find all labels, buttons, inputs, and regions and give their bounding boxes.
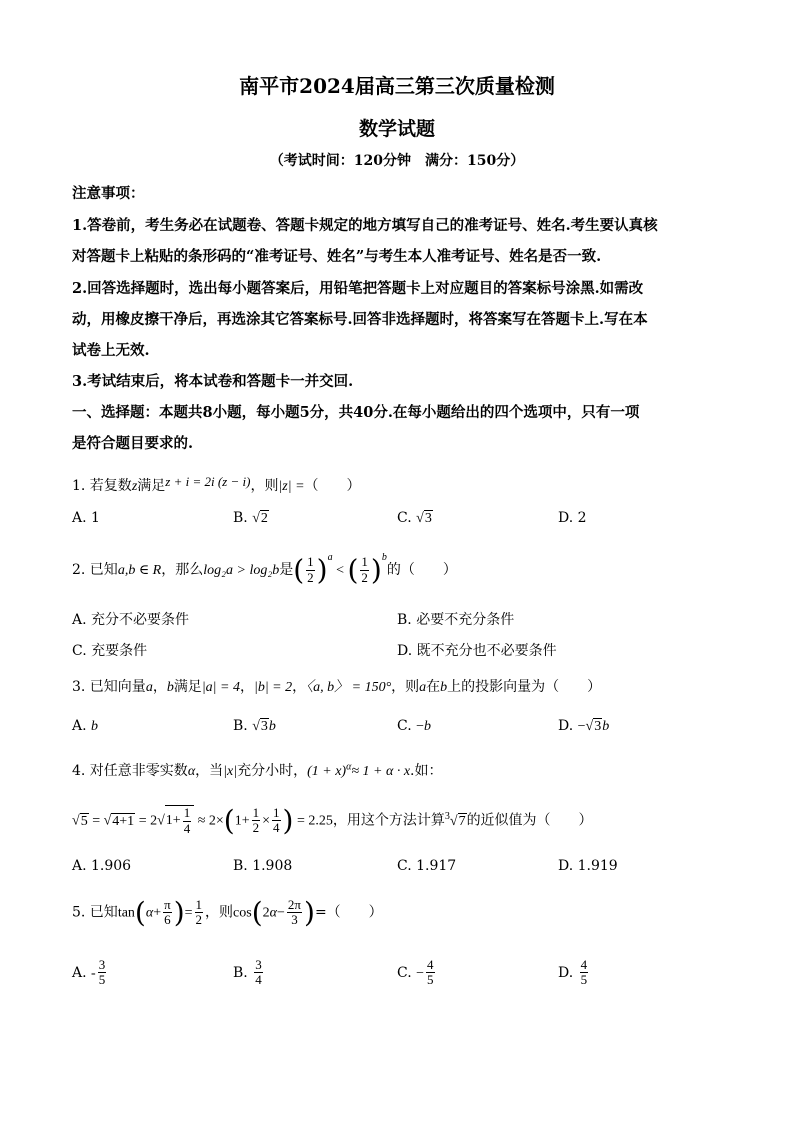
q1-blank: （ ） <box>304 478 361 494</box>
section-1-line-2: 是符合题目要求的. <box>72 435 194 452</box>
q4-option-c: C. 1.917 <box>397 858 457 874</box>
q2-option-a: A. 充分不必要条件 <box>72 612 190 628</box>
q1-option-b: B. √2 <box>233 510 268 526</box>
note-1-line-2: 对答题卡上粘贴的条形码的“准考证号、姓名”与考生本人准考证号、姓名是否一致. <box>72 248 602 265</box>
q1-option-d: D. 2 <box>558 510 587 526</box>
note-3: 3.考试结束后，将本试卷和答题卡一并交回. <box>72 373 354 390</box>
q5-option-a: A. - $\frac{3}{5}$ <box>72 957 106 988</box>
q1-prefix: 1. 若复数 <box>72 478 132 494</box>
q3-mod-b: |b| = 2 <box>253 680 293 695</box>
q2-option-b: B. 必要不充分条件 <box>397 612 515 628</box>
q5-option-b: B. $\frac{3}{4}$ <box>233 957 262 988</box>
q3-option-a: A. b <box>72 718 99 734</box>
exam-title: 南平市2024届高三第三次质量检测 <box>239 74 555 98</box>
exam-subject: 数学试题 <box>358 118 435 140</box>
q4-option-d: D. 1.919 <box>558 858 618 874</box>
q3-mod-a: |a| = 4 <box>201 680 240 695</box>
q2-condition: a,b ∈ R <box>117 563 162 578</box>
exam-info: （考试时间：120分钟 满分：150分） <box>269 153 525 169</box>
q1-var: z <box>131 479 138 494</box>
question-2: 2. 已知a,b ∈ R，那么log₂a > log₂b是( $\frac{1}{2}$ )$^a$ < ( $\frac{1}{2}$ )$^b$的（ ） <box>72 552 457 587</box>
q3-angle: 〈a, b〉 = 150° <box>306 680 392 695</box>
q3-option-b: B. √3b <box>233 718 276 734</box>
question-4-line-1: 4. 对任意非零实数α，当|x|充分小时，$(1 + x)^\alpha\approx 1 + \alpha \cdot x$.如： <box>72 761 443 779</box>
note-2-line-1: 2.回答选择题时，选出每小题答案后，用铅笔把答题卡上对应题目的答案标号涂黑.如需改 <box>72 280 644 297</box>
q2-option-c: C. 充要条件 <box>72 643 148 659</box>
q1-abs: |z| = <box>278 479 305 494</box>
question-5: 5. 已知tan(α+ $\frac{\pi}{6}$ )= $\frac{1}{2}$ ，则cos(2α− $\frac{2\pi}{3}$ )=（ ） <box>72 896 383 929</box>
note-2-line-3: 试卷上无效. <box>72 342 150 359</box>
notes-heading: 注意事项： <box>72 185 145 202</box>
q2-option-d: D. 既不充分也不必要条件 <box>397 643 557 659</box>
q2-inequality: log₂a > log₂b <box>203 563 280 578</box>
note-1-line-1: 1.答卷前，考生务必在试题卷、答题卡规定的地方填写自己的准考证号、姓名.考生要认真核 <box>72 217 658 234</box>
q3-option-d: D. −√3b <box>558 718 610 734</box>
q3-option-c: C. −b <box>397 718 432 734</box>
q4-option-b: B. 1.908 <box>233 858 293 874</box>
q4-option-a: A. 1.906 <box>72 858 132 874</box>
q1-option-a: A. 1 <box>72 510 100 526</box>
section-1-line-1: 一、选择题：本题共8小题，每小题5分，共40分.在每小题给出的四个选项中，只有一项 <box>72 404 640 421</box>
q5-option-d: D. $\frac{4}{5}$ <box>558 957 588 988</box>
note-2-line-2: 动，用橡皮擦干净后，再选涂其它答案标号.回答非选择题时，将答案写在答题卡上.写在本 <box>72 311 648 328</box>
q5-option-c: C. − $\frac{4}{5}$ <box>397 957 434 988</box>
q1-equation: z + i = 2i (z − i) <box>165 474 251 489</box>
q1-mid: 满足 <box>137 478 166 494</box>
question-3: 3. 已知向量a，b满足|a| = 4，|b| = 2，〈a, b〉 = 150°，则a在b上的投影向量为（ ） <box>72 679 602 695</box>
question-1 <box>72 474 361 495</box>
q1-option-c: C. √3 <box>397 510 432 526</box>
question-4-line-2: √5 = √4+1 = 2√1+ $\frac{1}{4}$ ≈ 2×(1+ $\frac{1}{2}$ × $\frac{1}{4}$ ) = 2.25，用这个方法计算$^3$√7的近似值为（ ） <box>72 804 593 837</box>
q1-then: ，则 <box>250 478 279 494</box>
